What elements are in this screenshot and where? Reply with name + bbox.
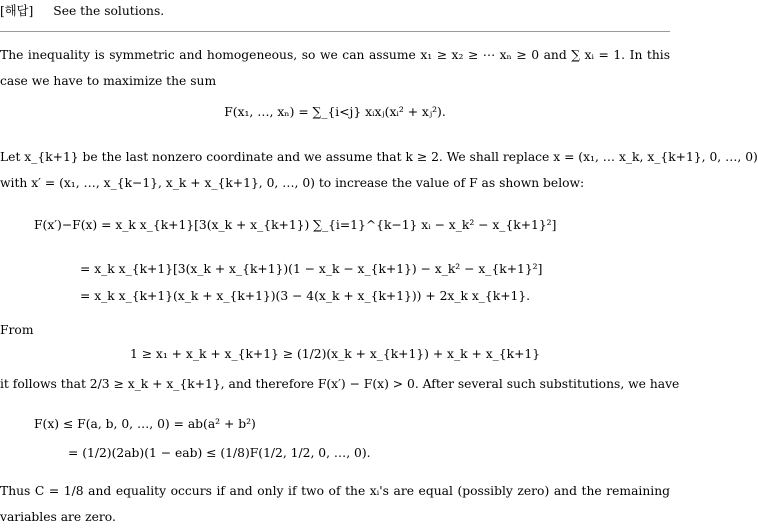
equation-2-line-3: = x_k x_{k+1}(x_k + x_{k+1})(3 − 4(x_k + x_{k+1})) + 2x_k x_{k+1}. bbox=[80, 289, 531, 303]
equation-1: F(x₁, …, xₙ) = ∑_{i<j} xᵢxⱼ(xᵢ² + xⱼ²). bbox=[224, 105, 446, 119]
paragraph-2-line-2: with x′ = (x₁, …, x_{k−1}, x_k + x_{k+1}, 0, …, 0) to increase the value of F as shown below: bbox=[0, 176, 585, 190]
from-label: From bbox=[0, 323, 34, 337]
header-text: See the solutions. bbox=[53, 4, 165, 18]
header-line bbox=[0, 1, 164, 19]
equation-4-line-2: = (1/2)(2ab)(1 − eab) ≤ (1/8)F(1/2, 1/2, 0, …, 0). bbox=[68, 446, 371, 460]
paragraph-4: Thus C = 1/8 and equality occurs if and only if two of the xᵢ's are equal (possibly zero) and the remaining variables are zero. bbox=[0, 484, 670, 524]
answer-tag: [해답] bbox=[0, 4, 34, 18]
equation-4-line-1: F(x) ≤ F(a, b, 0, …, 0) = ab(a² + b²) bbox=[34, 417, 256, 431]
paragraph-2-line-1: Let x_{k+1} be the last nonzero coordinate and we assume that k ≥ 2. We shall replace x = (x₁, … x_k, x_{k+1}, 0, …, 0) bbox=[0, 150, 758, 164]
equation-2-line-1: F(x′)−F(x) = x_k x_{k+1}[3(x_k + x_{k+1}) ∑_{i=1}^{k−1} xᵢ − x_k² − x_{k+1}²] bbox=[34, 218, 557, 232]
paragraph-1: The inequality is symmetric and homogeneous, so we can assume x₁ ≥ x₂ ≥ ⋯ xₙ ≥ 0 and ∑ xᵢ = 1. In this case we have to maximize the sum bbox=[0, 48, 670, 88]
equation-3: 1 ≥ x₁ + x_k + x_{k+1} ≥ (1/2)(x_k + x_{k+1}) + x_k + x_{k+1} bbox=[129, 347, 541, 361]
paragraph-3: it follows that 2/3 ≥ x_k + x_{k+1}, and therefore F(x′) − F(x) > 0. After several such substitutions, we have bbox=[0, 377, 680, 391]
equation-2-line-2: = x_k x_{k+1}[3(x_k + x_{k+1})(1 − x_k − x_{k+1}) − x_k² − x_{k+1}²] bbox=[80, 262, 543, 276]
divider bbox=[0, 31, 670, 32]
